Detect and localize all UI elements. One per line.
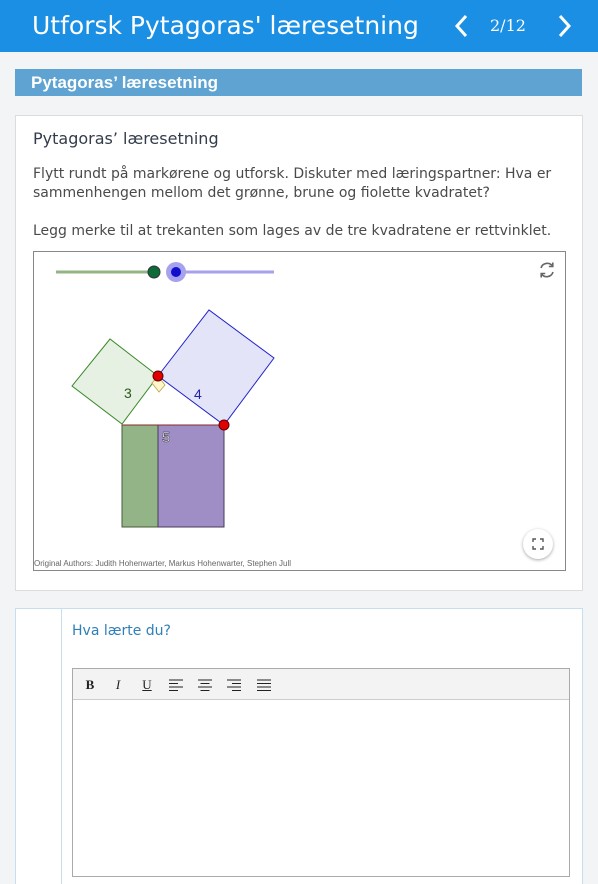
align-justify-icon[interactable] [255, 676, 273, 694]
pythagoras-drawing[interactable] [34, 252, 566, 571]
refresh-icon[interactable] [537, 260, 557, 280]
fullscreen-icon[interactable] [523, 529, 553, 559]
underline-button[interactable]: U [142, 677, 152, 692]
answer-card [15, 608, 583, 884]
author-credit: Original Authors: Judith Hohenwarter, Markus Hohenwarter, Stephen Jull [34, 559, 292, 568]
page-title: Utforsk Pytagoras' læresetning [32, 11, 419, 40]
point-right-angle[interactable] [153, 371, 163, 381]
card-title: Pytagoras’ læresetning [33, 129, 219, 148]
geogebra-applet[interactable] [33, 251, 566, 571]
page-counter: 2/12 [490, 16, 526, 35]
blue-square [158, 310, 274, 425]
bold-button[interactable]: B [85, 677, 95, 692]
align-right-icon[interactable] [225, 676, 243, 694]
top-bar [0, 0, 598, 52]
content-card [15, 115, 583, 591]
section-title: Pytagoras’ læresetning [15, 69, 582, 96]
label-blue: 4 [194, 386, 202, 402]
align-left-icon[interactable] [167, 676, 185, 694]
note-text: Legg merke til at trekanten som lages av de tre kvadratene er rettvinklet. [33, 223, 552, 239]
slider-handle-green[interactable] [148, 266, 160, 278]
point-corner[interactable] [219, 420, 229, 430]
hyp-square-green-part [122, 425, 158, 527]
label-green: 3 [124, 385, 132, 401]
chevron-left-icon[interactable] [448, 12, 476, 40]
align-center-icon[interactable] [196, 676, 214, 694]
question-label: Hva lærte du? [72, 623, 171, 639]
label-hypotenuse: 5 [162, 429, 171, 446]
green-square [72, 339, 158, 424]
chevron-right-icon[interactable] [550, 12, 578, 40]
rich-text-editor[interactable] [72, 668, 570, 877]
slider-handle-blue[interactable] [171, 267, 181, 277]
instruction-text: Flytt rundt på markørene og utforsk. Diskuter med læringspartner: Hva er sammenhengen mellom det grønne, brune og fiolette kvadratet? [33, 166, 552, 201]
answer-gutter [16, 609, 62, 884]
answer-textarea[interactable] [73, 700, 569, 877]
editor-toolbar [73, 669, 569, 700]
italic-button[interactable]: I [115, 677, 121, 692]
